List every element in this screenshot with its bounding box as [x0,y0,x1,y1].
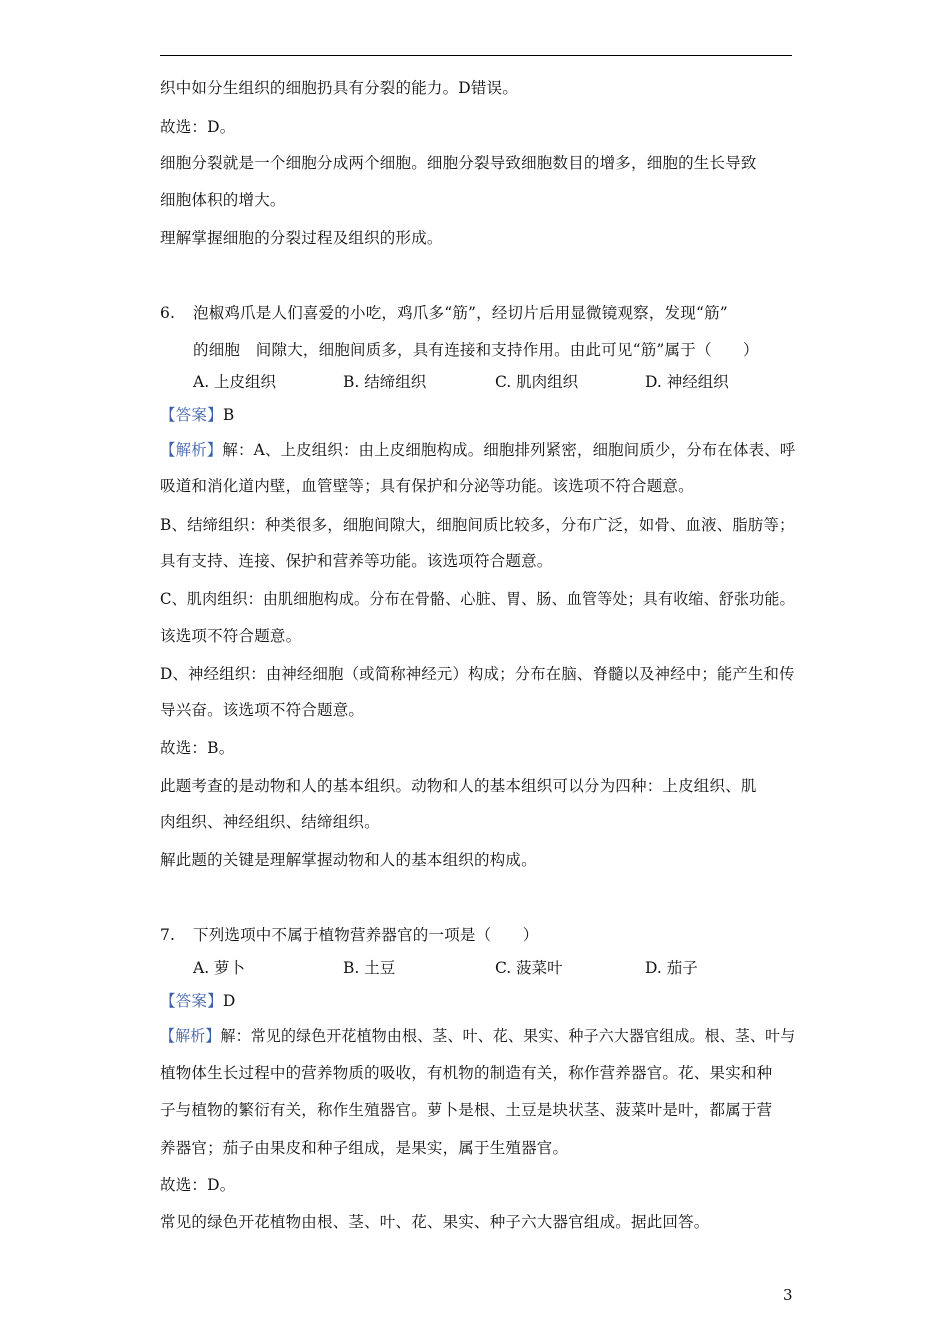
q6-analysis-line-5: C、肌肉组织：由肌细胞构成。分布在骨骼、心脏、胃、肠、血管等处；具有收缩、舒张功能。 [160,590,795,608]
pre-line-2: 故选：D。 [160,118,236,136]
q7-option-d: D. 茄子 [645,959,698,977]
q6-option-a: A. 上皮组织 [193,373,277,391]
q7-answer-tag: 【答案】 [160,992,223,1010]
pre-line-1: 织中如分生组织的细胞扔具有分裂的能力。D错误。 [160,79,519,97]
q7-analysis-text-1: 解：常见的绿色开花植物由根、茎、叶、花、果实、种子六大器官组成。根、茎、叶与 [220,1027,796,1045]
q6-analysis-line-4: 具有支持、连接、保护和营养等功能。该选项符合题意。 [160,552,553,570]
q6-analysis-line-1 [160,440,795,460]
q7-answer [160,991,235,1011]
pre-line-4: 细胞体积的增大。 [160,191,286,209]
q7-analysis-tag: 【解析】 [160,1027,221,1045]
q6-analysis-line-3: B、结缔组织：种类很多，细胞间隙大，细胞间质比较多，分布广泛，如骨、血液、脂肪等； [160,516,795,534]
pre-line-3: 细胞分裂就是一个细胞分成两个细胞。细胞分裂导致细胞数目的增多，细胞的生长导致 [160,154,757,172]
q6-stem-line-2: 的细胞 间隙大，细胞间质多，具有连接和支持作用。由此可见“筋”属于（ ） [193,341,759,359]
q7-option-a: A. 萝卜 [193,959,246,977]
q7-option-c: C. 菠菜叶 [495,959,563,977]
q6-analysis-line-10: 此题考查的是动物和人的基本组织。动物和人的基本组织可以分为四种：上皮组织、肌 [160,777,757,795]
q6-analysis-line-6: 该选项不符合题意。 [160,627,302,645]
q6-analysis-line-11: 肉组织、神经组织、结缔组织。 [160,813,380,831]
q6-option-d: D. 神经组织 [645,373,729,391]
q7-analysis-line-1 [160,1026,795,1046]
q6-option-b: B. 结缔组织 [343,373,427,391]
q6-analysis-text-1: 解：A、上皮组织：由上皮细胞构成。细胞排列紧密，细胞间质少，分布在体表、呼 [222,441,796,459]
q6-analysis-tag: 【解析】 [160,441,223,459]
q6-answer-tag: 【答案】 [160,406,223,424]
q7-number: 7. [160,926,176,944]
q7-analysis-line-5: 故选：D。 [160,1176,236,1194]
q6-answer-value: B [222,406,235,424]
q7-stem-line-1: 下列选项中不属于植物营养器官的一项是（ ） [193,926,539,944]
q7-analysis-line-3: 子与植物的繁衍有关，称作生殖器官。萝卜是根、土豆是块状茎、菠菜叶是叶，都属于营 [160,1101,773,1119]
q6-analysis-line-2: 吸道和消化道内壁，血管壁等；具有保护和分泌等功能。该选项不符合题意。 [160,477,694,495]
q7-option-b: B. 土豆 [343,959,396,977]
q7-analysis-line-2: 植物体生长过程中的营养物质的吸收，有机物的制造有关，称作营养器官。花、果实和种 [160,1064,773,1082]
q7-answer-value: D [222,992,236,1010]
page-number: 3 [783,1286,793,1304]
header-rule [160,55,792,56]
q6-analysis-line-7: D、神经组织：由神经细胞（或简称神经元）构成；分布在脑、脊髓以及神经中；能产生和传 [160,665,795,683]
q6-answer [160,405,234,425]
q6-stem-line-1: 泡椒鸡爪是人们喜爱的小吃，鸡爪多“筋”，经切片后用显微镜观察，发现“筋” [193,304,728,322]
q6-number: 6. [160,304,176,322]
pre-line-5: 理解掌握细胞的分裂过程及组织的形成。 [160,229,443,247]
q7-analysis-line-6: 常见的绿色开花植物由根、茎、叶、花、果实、种子六大器官组成。据此回答。 [160,1213,710,1231]
q6-analysis-line-9: 故选：B。 [160,739,235,757]
q6-analysis-line-12: 解此题的关键是理解掌握动物和人的基本组织的构成。 [160,851,537,869]
q6-option-c: C. 肌肉组织 [495,373,579,391]
q7-analysis-line-4: 养器官；茄子由果皮和种子组成，是果实，属于生殖器官。 [160,1139,569,1157]
q6-analysis-line-8: 导兴奋。该选项不符合题意。 [160,701,365,719]
